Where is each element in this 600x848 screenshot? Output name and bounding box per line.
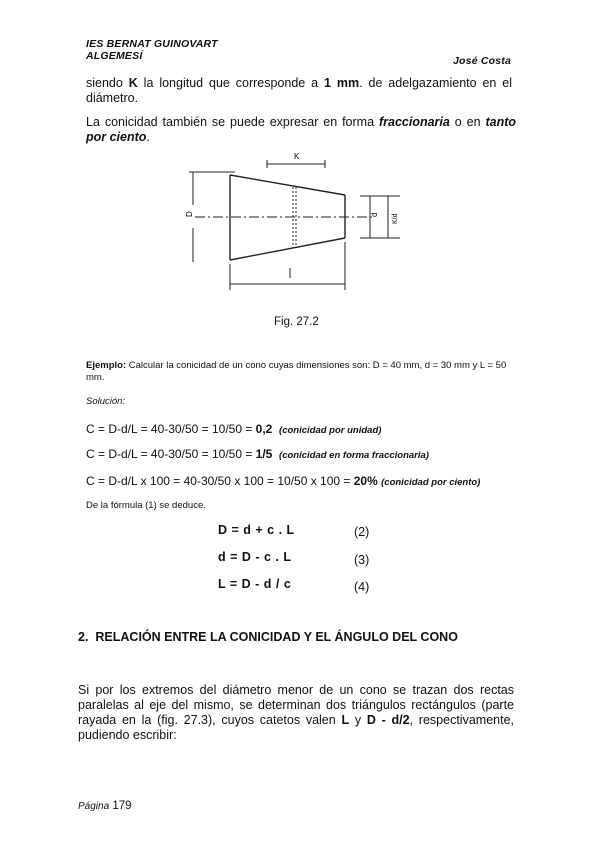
formula-4-number: (4) [354,580,370,594]
equation-1 [86,422,381,436]
fig-label-D: D [185,211,194,217]
final-text: Si por los extremos del diámetro menor de un cono se trazan dos rectas paralelas al eje del mismo, se determinan dos triángulos rectángulos (parte rayada en la (fig. 27.3), cuyos catetos valen [78,683,514,727]
header-school: IES BERNAT GUINOVART [86,38,218,50]
example-text: Calcular la conicidad de un cono cuyas dimensiones son: D = 40 mm, d = 30 mm y L = 50 mm. [86,360,507,383]
intro-text: siendo [86,76,129,90]
section-heading [78,630,458,644]
section-number: 2. [78,630,89,644]
intro-text: . de adelgazamiento en el diámetro. [86,76,513,105]
formula-2-number: (2) [354,525,370,539]
equation-note: (conicidad por ciento) [381,477,481,488]
intro-text: la longitud que corresponde a [137,76,325,90]
symbol-D-d-2: D - d/2 [366,713,410,727]
intro-text: o en [449,115,486,129]
formula-3: d = D - c . L [218,550,292,564]
example-paragraph [86,360,516,384]
equation-main: C = D-d/L x 100 = 40-30/50 x 100 = 10/50 x 100 = [86,474,354,488]
intro-text: . [146,130,150,144]
solution-label: Solución: [86,396,126,407]
header-author: José Costa [453,55,512,67]
symbol-k: K [128,76,138,90]
one-mm: 1 mm [324,76,360,90]
deduce-text: De la fórmula (1) se deduce. [86,500,206,511]
final-text: y [349,713,367,727]
intro-paragraph-2 [86,115,516,145]
page-label: Página [78,801,110,812]
final-text: , respectivamente, pudiendo escribir: [78,713,514,742]
final-paragraph [78,683,514,743]
figure-caption: Fig. 27.2 [274,316,319,328]
equation-note: (conicidad en forma fraccionaria) [279,450,429,461]
equation-3 [86,474,480,488]
term-fraccionaria: fraccionaria [378,115,450,129]
equation-result: 20% [353,474,378,488]
formula-3-number: (3) [354,553,370,567]
header-town: ALGEMESÍ [86,50,143,62]
formula-2: D = d + c . L [218,523,295,537]
fig-label-kd: K/d [392,213,399,224]
section-title: RELACIÓN ENTRE LA CONICIDAD Y EL ÁNGULO DEL CONO [95,630,458,644]
equation-main: C = D-d/L = 40-30/50 = 10/50 = [86,447,256,461]
term-tanto-por-ciento: tanto por ciento [86,115,517,144]
equation-note: (conicidad por unidad) [279,425,382,436]
intro-paragraph-1 [86,76,512,106]
equation-result: 0,2 [255,422,273,436]
fig-label-k: K [294,152,300,161]
cone-bottom-edge [230,238,345,260]
fig-label-d: d [370,212,379,217]
equation-2 [86,447,429,461]
formula-4: L = D - d / c [218,577,292,591]
example-label: Ejemplo: [86,360,127,371]
page-footer [78,800,132,812]
intro-text: La conicidad también se puede expresar en forma [86,115,379,129]
cone-figure [175,150,415,295]
equation-result: 1/5 [255,447,273,461]
page-number: 179 [112,800,132,812]
symbol-L: L [341,713,350,727]
equation-main: C = D-d/L = 40-30/50 = 10/50 = [86,422,256,436]
cone-top-edge [230,175,345,195]
